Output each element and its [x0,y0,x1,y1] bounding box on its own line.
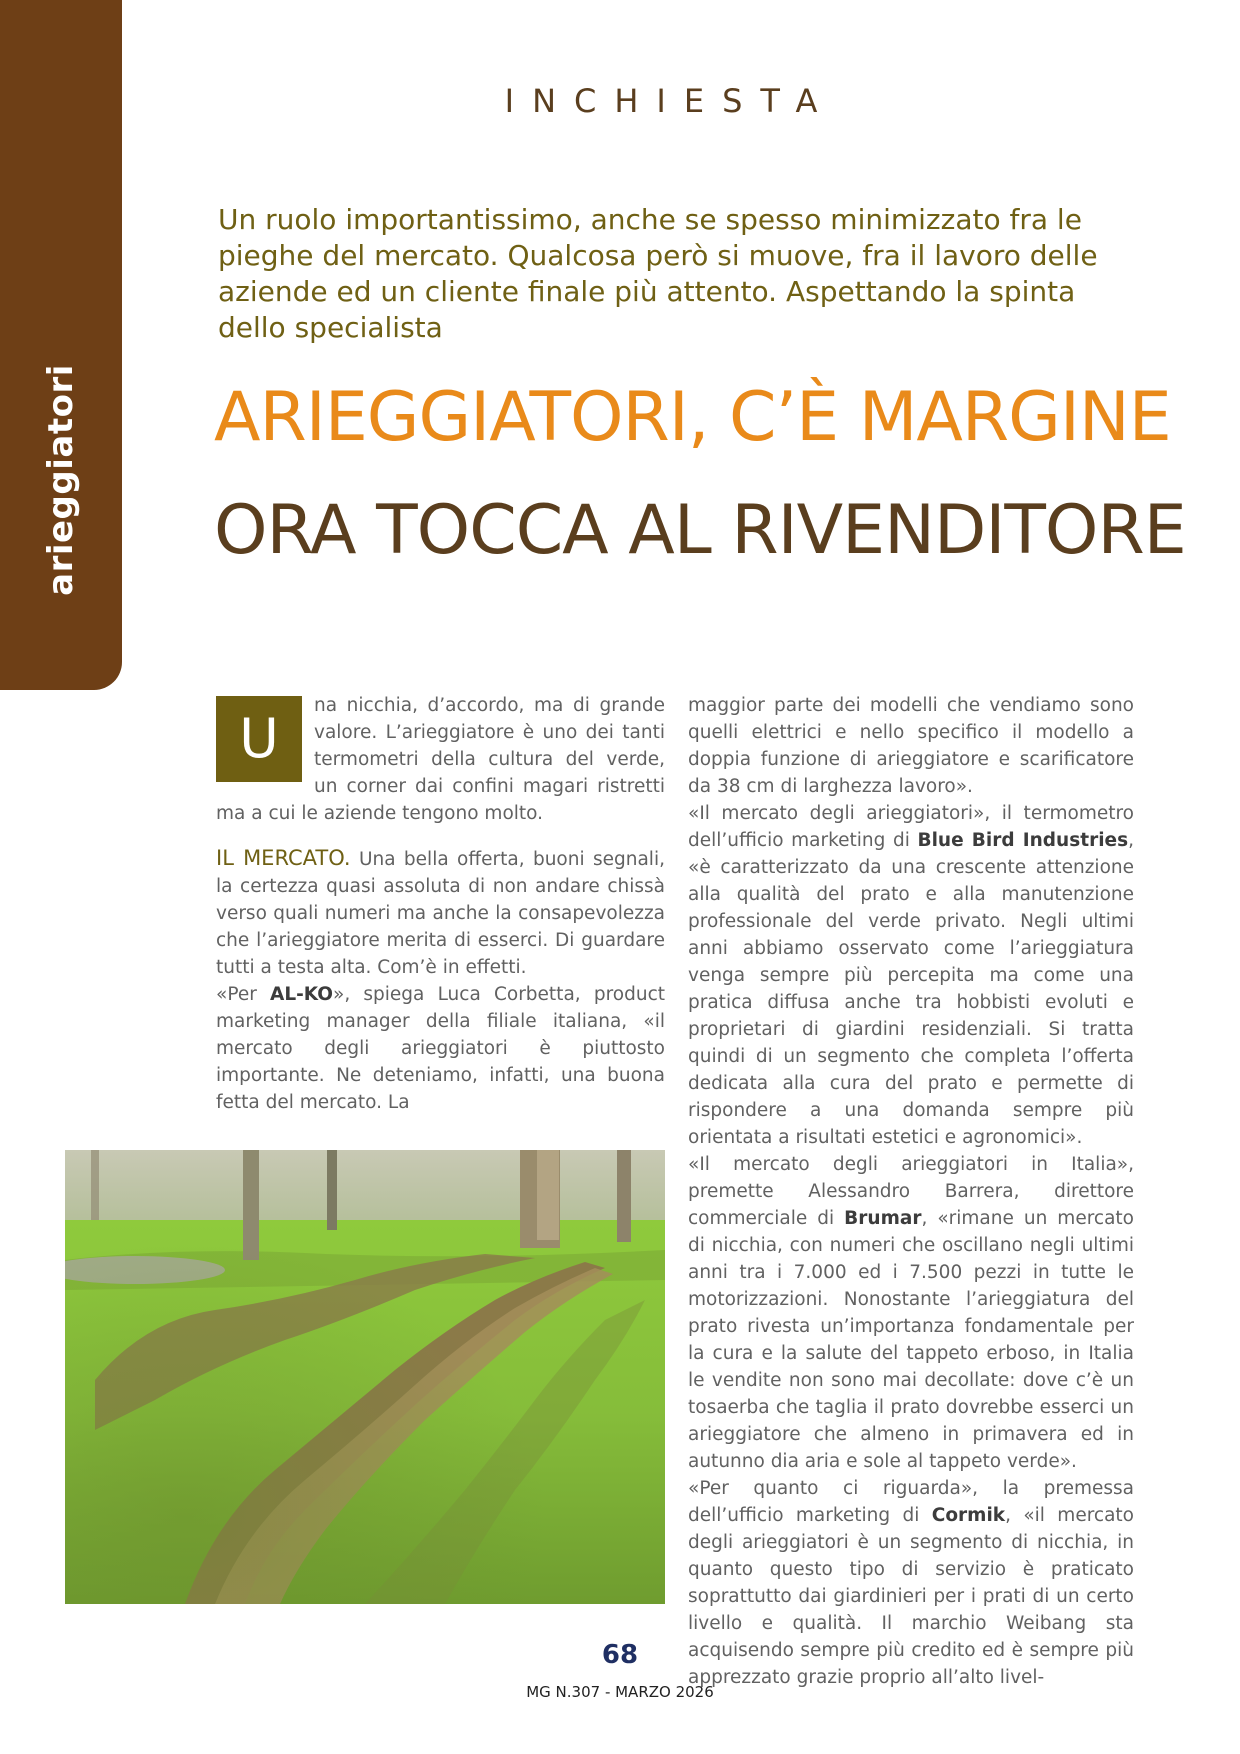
article-column-right [688,692,1134,1691]
headline-continuation: , C’È MARGINE [687,378,1171,457]
brumar-paragraph: «Il mercato degli arieggiatori in Italia», premette Alessandro Barrera, direttore commerciale di Brumar, «rimane un mercato di nicchia, con numeri che oscillano negli ultimi anni tra i 7.000 ed i 7.500 pezzi in tutte le motorizzazioni. Nonostante l’arieggiatura del prato rivesta un’importanza fondamentale per la cura e la salute del tappeto erboso, in Italia le vendite non sono mai decollate: dove c’è un tosaerba che taglia il prato dovrebbe esserci un arieggiatore che almeno in primavera ed in autunno dia aria e sole al tappeto verde». [688,1154,1134,1472]
article-subtitle: Un ruolo importantissimo, anche se spesso minimizzato fra le pieghe del mercato. Qualcosa però si muove, fra il lavoro delle aziende ed un cliente finale più attento. Aspettando la spinta dello specialista [218,203,1098,344]
bluebird-paragraph: «Il mercato degli arieggiatori», il termometro dell’ufficio marketing di Blue Bird Industries, «è caratterizzato da una crescente attenzione alla qualità del prato e alla manutenzione professionale del verde privato. Negli ultimi anni abbiamo osservato come l’arieggiatura venga sempre più percepita ma come una pratica diffusa anche tra hobbisti evoluti e proprietari di giardini residenziali. Si tratta quindi di un segmento che completa l’offerta dedicata alla cura del prato e permette di rispondere a una domanda sempre più orientata a risultati estetici e agronomici». [688,803,1134,1148]
headline-line-2: ORA TOCCA AL RIVENDITORE [214,491,1186,570]
drop-cap: U [216,696,302,782]
issue-info: MG N.307 - MARZO 2026 [526,1683,714,1701]
page-number: 68 [601,1640,639,1670]
side-tab-label: arieggiatori [41,364,81,596]
section-label: INCHIESTA [504,82,836,120]
intro-paragraph [216,692,665,827]
alko-paragraph: «Per AL-KO», spiega Luca Corbetta, product marketing manager della filiale italiana, «il mercato degli arieggiatori è piuttosto importante. Ne deteniamo, infatti, una buona fetta del mercato. La [216,984,665,1113]
article-headline [214,370,1186,596]
market-text: Una bella offerta, buoni segnali, la certezza quasi assoluta di non andare chissà verso quali numeri ma anche la consapevolezza che l’arieggiatore merita di esserci. Di guardare tutti a testa alta. Com’è in effetti. [216,849,665,978]
alko-continued-paragraph: maggior parte dei modelli che vendiamo sono quelli elettrici e nello specifico il modello a doppia funzione di arieggiatore e scarificatore da 38 cm di larghezza lavoro». [688,695,1134,797]
headline-line-1 [214,370,1174,466]
lawn-photo-illustration [65,1150,665,1604]
company-name-alko: AL-KO [270,984,334,1005]
section-run-in-head: IL MERCATO. [216,846,351,870]
intro-text: na nicchia, d’accordo, ma di grande valore. L’arieggiatore è uno dei tanti termometri della cultura del verde, un corner dai confini magari ristretti ma a cui le aziende tengono molto. [216,695,665,824]
lawn-aeration-photo [65,1150,665,1604]
cormik-paragraph: «Per quanto ci riguarda», la premessa dell’ufficio marketing di Cormik, «il mercato degli arieggiatori è un segmento di nicchia, in quanto questo tipo di servizio è praticato soprattutto dai giardinieri per i prati di un certo livello e qualità. Il marchio Weibang sta acquisendo sempre più credito ed è sempre più apprezzato grazie proprio all’alto livel- [688,1478,1134,1688]
company-name-brumar: Brumar [844,1208,922,1229]
article-column-left [216,692,665,1116]
headline-keyword: ARIEGGIATORI [214,378,688,457]
market-paragraph [216,845,665,981]
company-name-cormik: Cormik [931,1505,1006,1526]
company-name-bluebird: Blue Bird Industries [917,830,1129,851]
